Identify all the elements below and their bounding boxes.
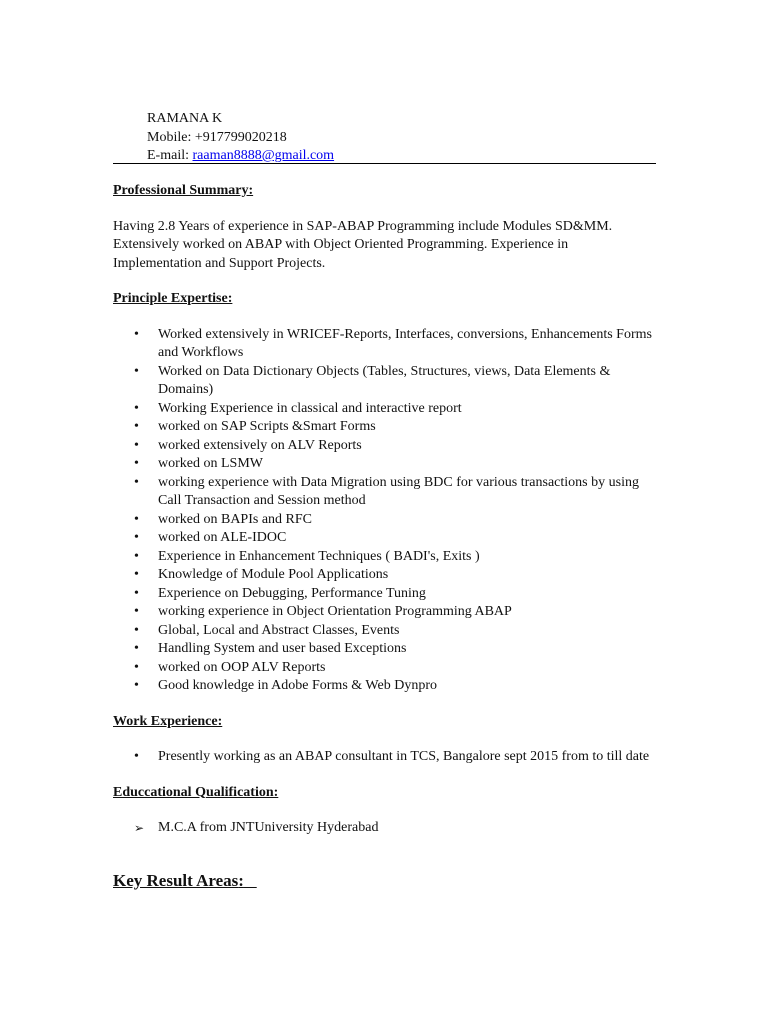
work-experience-item: • Presently working as an ABAP consultant in TCS, Bangalore sept 2015 from to till date xyxy=(113,748,658,767)
education-heading: Educcational Qualification: xyxy=(113,784,279,800)
mobile-number: Mobile: +917799020218 xyxy=(147,129,287,145)
education-item: ➢ M.C.A from JNTUniversity Hyderabad xyxy=(113,819,658,838)
expertise-item: • worked extensively on ALV Reports xyxy=(113,437,658,456)
key-result-areas-colon: : xyxy=(238,870,244,890)
expertise-list xyxy=(113,326,658,696)
education-list xyxy=(113,819,658,838)
expertise-item: • worked on SAP Scripts &Smart Forms xyxy=(113,418,658,437)
expertise-item: • worked on ALE-IDOC xyxy=(113,529,658,548)
contact-header xyxy=(147,110,656,166)
email-link[interactable]: raaman8888@gmail.com xyxy=(192,148,335,163)
expertise-item: • worked on LSMW xyxy=(113,455,658,474)
work-experience-heading: Work Experience: xyxy=(113,713,223,729)
expertise-item: • Working Experience in classical and interactive report xyxy=(113,400,658,419)
expertise-item: • working experience in Object Orientation Programming ABAP xyxy=(113,603,658,622)
header-divider xyxy=(113,163,656,164)
expertise-item: • worked on BAPIs and RFC xyxy=(113,511,658,530)
expertise-item: • Handling System and user based Exceptions xyxy=(113,640,658,659)
expertise-item: • Global, Local and Abstract Classes, Events xyxy=(113,622,658,641)
work-experience-list xyxy=(113,748,658,767)
expertise-item: • Good knowledge in Adobe Forms & Web Dynpro xyxy=(113,677,658,696)
candidate-name: RAMANA K xyxy=(147,111,223,126)
expertise-item: • Worked extensively in WRICEF-Reports, Interfaces, conversions, Enhancements Forms and Workflows xyxy=(113,326,658,363)
key-result-areas-title: Key Result Areas xyxy=(113,870,239,890)
principle-expertise-heading: Principle Expertise: xyxy=(113,291,233,306)
expertise-item: • Worked on Data Dictionary Objects (Tables, Structures, views, Data Elements & Domains) xyxy=(113,363,658,400)
professional-summary-text: Having 2.8 Years of experience in SAP-ABAP Programming include Modules SD&MM. Extensively worked on ABAP with Object Oriented Programming. Experience in Implementation and Support Projects. xyxy=(113,218,613,271)
resume-content xyxy=(113,182,658,892)
expertise-item: • Knowledge of Module Pool Applications xyxy=(113,566,658,585)
key-result-areas-heading xyxy=(113,870,658,892)
expertise-item: • worked on OOP ALV Reports xyxy=(113,659,658,678)
expertise-item: • Experience on Debugging, Performance Tuning xyxy=(113,585,658,604)
email-label: E-mail: xyxy=(147,148,193,163)
expertise-item: • Experience in Enhancement Techniques ( BADI's, Exits ) xyxy=(113,548,658,567)
expertise-item: • working experience with Data Migration using BDC for various transactions by using Call Transaction and Session method xyxy=(113,474,658,511)
professional-summary-heading: Professional Summary: xyxy=(113,183,254,198)
